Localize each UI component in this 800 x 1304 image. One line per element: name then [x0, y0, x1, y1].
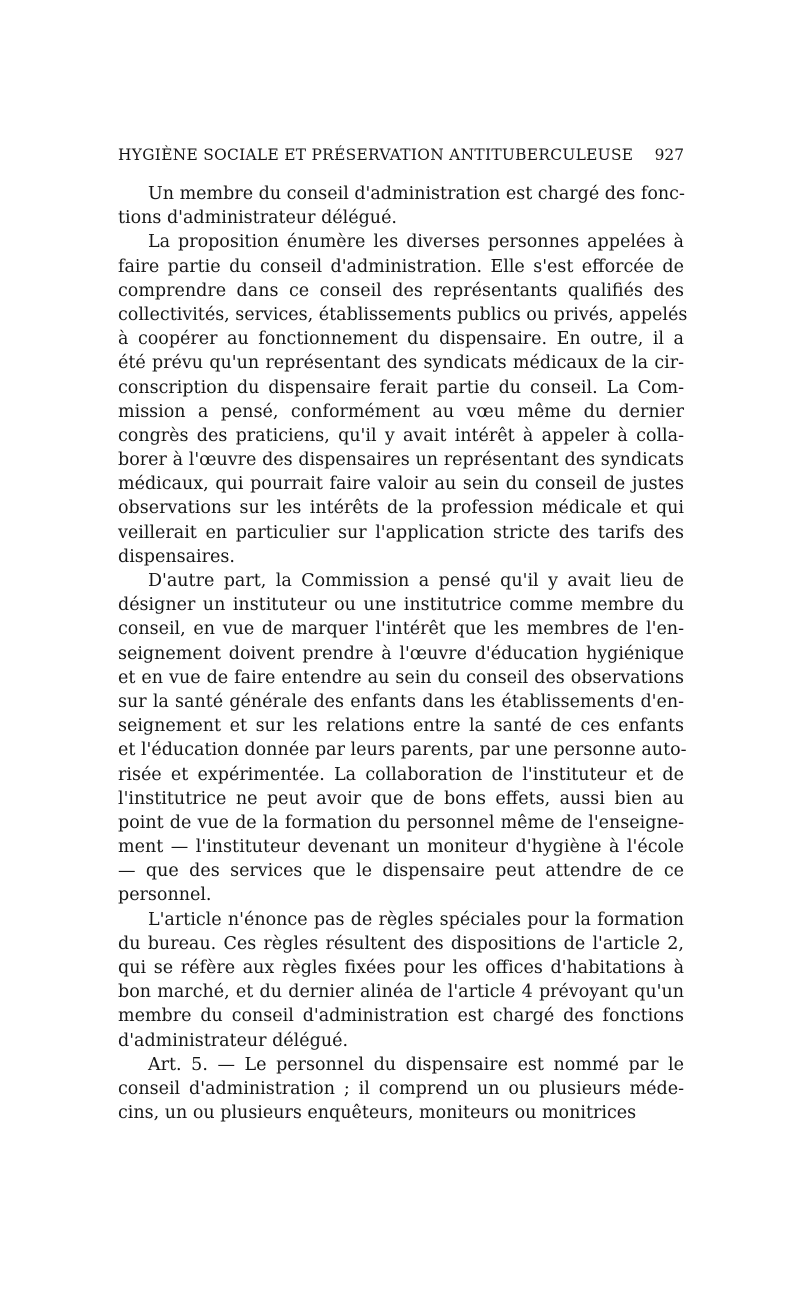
text-line: conseil, en vue de marquer l'intérêt que les membres de l'en- [118, 619, 684, 640]
paragraph [118, 182, 684, 230]
text-line: seignement et sur les relations entre la santé de ces enfants [118, 716, 684, 737]
text-line: risée et expérimentée. La collaboration de l'instituteur et de [118, 764, 684, 785]
text-line: ment — l'instituteur devenant un moniteur d'hygiène à l'école [118, 837, 684, 858]
running-header [118, 146, 684, 168]
text-line: et en vue de faire entendre au sein du conseil des observations [118, 667, 684, 688]
text-line: été prévu qu'un représentant des syndicats médicaux de la cir- [118, 353, 684, 374]
text-line: Un membre du conseil d'administration est chargé des fonc- [148, 184, 685, 204]
text-line: — que des services que le dispensaire peut attendre de ce [118, 861, 684, 882]
running-title: HYGIÈNE SOCIALE ET PRÉSERVATION ANTITUBERCULEUSE [118, 146, 634, 164]
page-number: 927 [654, 146, 684, 164]
text-line: Art. 5. — Le personnel du dispensaire est nommé par le [148, 1054, 684, 1075]
text-line: sur la santé générale des enfants dans les établissements d'en- [118, 691, 684, 712]
text-line: d'administrateur délégué. [118, 1030, 349, 1051]
text-line: qui se réfère aux règles fixées pour les offices d'habitations à [118, 958, 684, 978]
text-line: et l'éducation donnée par leurs parents, par une personne auto- [118, 740, 687, 761]
text-line: médicaux, qui pourrait faire valoir au sein du conseil de justes [118, 474, 684, 495]
text-line: congrès des praticiens, qu'il y avait intérêt à appeler à colla- [118, 425, 684, 446]
text-line: point de vue de la formation du personnel même de l'enseigne- [118, 812, 684, 833]
paragraph [118, 908, 684, 1053]
text-line: L'article n'énonce pas de règles spéciales pour la formation [148, 909, 684, 930]
text-line: La proposition énumère les diverses personnes appelées à [148, 232, 684, 253]
text-line: veillerait en particulier sur l'application stricte des tarifs des [118, 522, 684, 543]
text-line: mission a pensé, conformément au vœu même du dernier [118, 401, 684, 422]
text-line: personnel. [118, 885, 212, 906]
text-line: l'institutrice ne peut avoir que de bons effets, aussi bien au [118, 788, 684, 809]
text-line: dispensaires. [118, 546, 235, 567]
text-line: du bureau. Ces règles résultent des dispositions de l'article 2, [118, 933, 684, 954]
body-text [118, 182, 688, 1125]
paragraph [118, 230, 688, 569]
text-line: bon marché, et du dernier alinéa de l'article 4 prévoyant qu'un [118, 982, 684, 1003]
text-line: comprendre dans ce conseil des représentants qualifiés des [118, 280, 684, 301]
text-line: tions d'administrateur délégué. [118, 208, 397, 229]
text-line: cins, un ou plusieurs enquêteurs, moniteurs ou monitrices [118, 1103, 637, 1124]
text-line: faire partie du conseil d'administration. Elle s'est efforcée de [118, 256, 684, 277]
text-line: collectivités, services, établissements publics ou privés, appelés [118, 304, 688, 325]
text-line: désigner un instituteur ou une institutrice comme membre du [118, 595, 684, 616]
text-line: conseil d'administration ; il comprend un ou plusieurs méde- [118, 1078, 684, 1099]
text-line: membre du conseil d'administration est chargé des fonctions [118, 1006, 684, 1027]
text-line: conscription du dispensaire ferait partie du conseil. La Com- [118, 377, 684, 398]
text-line: seignement doivent prendre à l'œuvre d'éducation hygiénique [118, 643, 684, 664]
text-line: à coopérer au fonctionnement du dispensaire. En outre, il a [118, 329, 684, 350]
paragraph [118, 1053, 684, 1126]
paragraph [118, 569, 687, 908]
text-line: observations sur les intérêts de la profession médicale et qui [118, 498, 684, 519]
text-line: borer à l'œuvre des dispensaires un représentant des syndicats [118, 450, 684, 471]
text-line: D'autre part, la Commission a pensé qu'il y avait lieu de [148, 571, 684, 591]
